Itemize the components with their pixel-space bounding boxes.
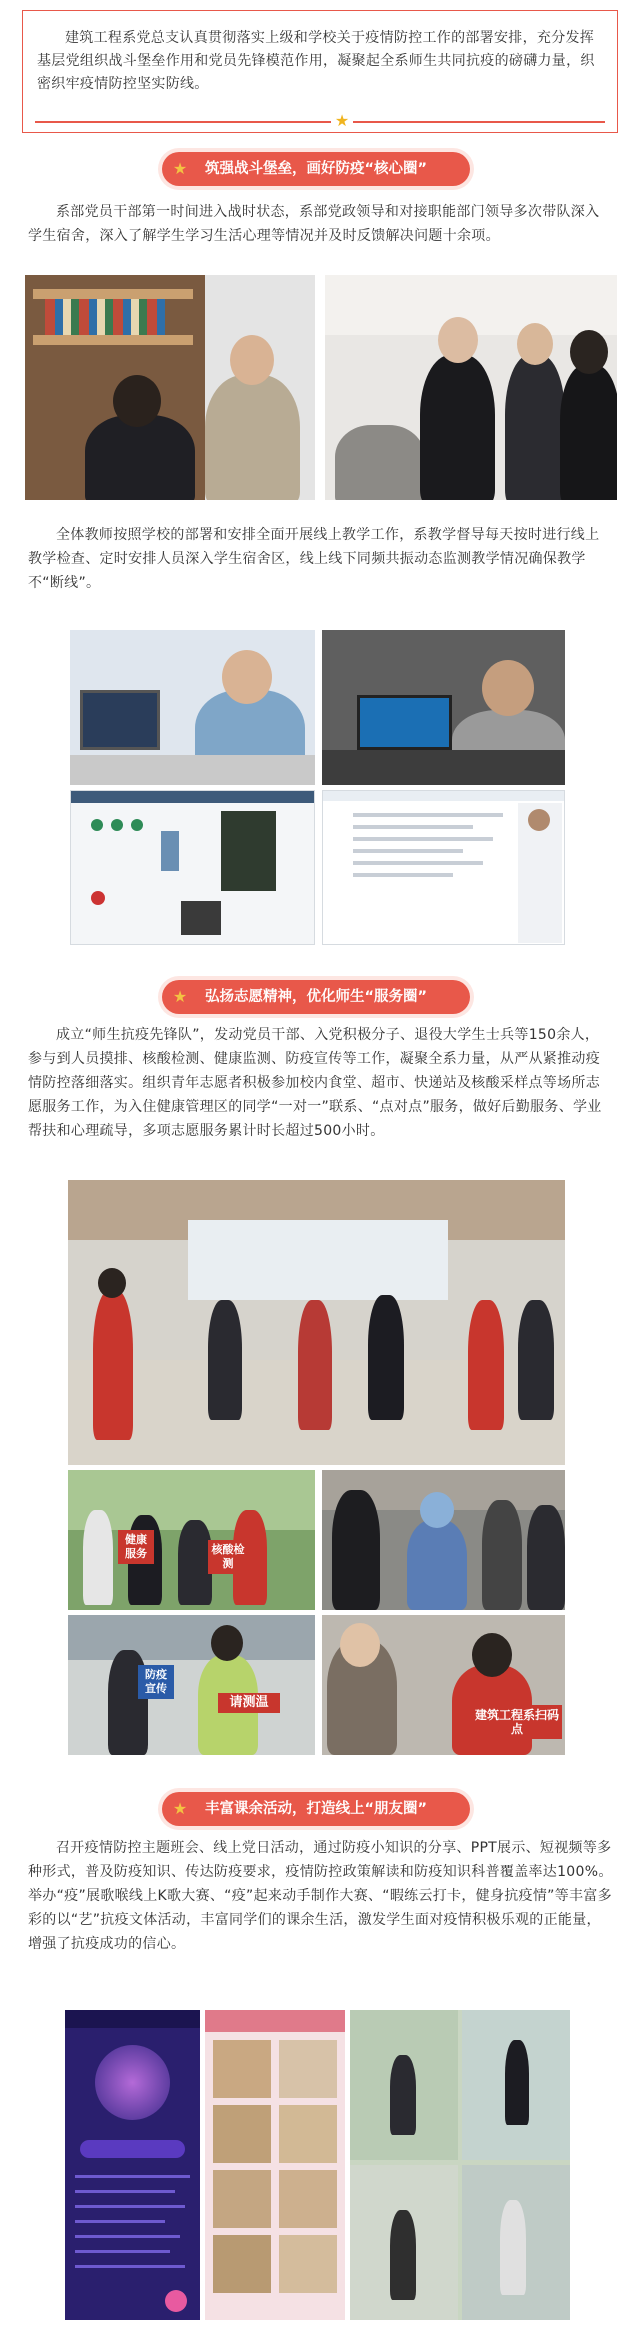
intro-box [22, 10, 618, 133]
photo-online-teaching-4 [322, 790, 565, 945]
section-heading-1-text: 筑强战斗堡垒，画好防疫“核心圈” [204, 161, 428, 177]
section-heading-2 [162, 980, 470, 1014]
volunteer-sign-5: 建筑工程系扫码点 [472, 1705, 562, 1739]
volunteer-sign-2: 核酸检测 [208, 1540, 248, 1574]
section-1-paragraph: 系部党员干部第一时间进入战时状态，系部党政领导和对接职能部门领导多次带队深入学生宿舍，深入了解学生学习生活心理等情况并及时反馈解决问题十余项。 [28, 204, 600, 244]
section-heading-2-text: 弘扬志愿精神，优化师生“服务圈” [204, 989, 428, 1005]
photo-volunteer-line [68, 1180, 565, 1465]
volunteer-sign-4: 请测温 [218, 1693, 280, 1713]
screenshot-k-song-contest [65, 2010, 200, 2320]
section-2-paragraph: 成立“师生抗疫先锋队”，发动党员干部、入党积极分子、退役大学生士兵等150余人，参与到人员摸排、核酸检测、健康监测、防疫宣传等工作，凝聚全系力量，从严从紧推动疫情防控落细落实。组织青年志愿者积极参加校内食堂、超市、快递站及核酸采样点等场所志愿服务工作，为入住健康管理区的同学“一对一”联系、“点对点”服务，做好后勤服务、学业帮扶和心理疏导，多项志愿服务累计时长超过500小时。 [28, 1027, 602, 1139]
section-heading-1 [162, 152, 470, 186]
photo-online-teaching-2 [322, 630, 565, 785]
star-icon: ★ [172, 1799, 188, 1818]
photo-dorm-visit-1 [25, 275, 315, 500]
volunteer-sign-1: 健康服务 [118, 1530, 154, 1564]
intro-divider [35, 121, 605, 123]
star-icon: ★ [172, 159, 188, 178]
photo-online-teaching-3 [70, 790, 315, 945]
star-icon: ★ [331, 112, 353, 130]
photo-temperature-check [68, 1615, 315, 1755]
photo-dorm-visit-2 [325, 275, 617, 500]
photo-fitness-checkin [350, 2010, 570, 2320]
photo-online-teaching-1 [70, 630, 315, 785]
volunteer-sign-3: 防疫宣传 [138, 1665, 174, 1699]
photo-scan-point [322, 1615, 565, 1755]
photo-volunteer-signs [68, 1470, 315, 1610]
photo-nucleic-test [322, 1470, 565, 1610]
star-icon: ★ [172, 987, 188, 1006]
section-3-paragraph: 召开疫情防控主题班会、线上党日活动，通过防疫小知识的分享、PPT展示、短视频等多种形式，普及防疫知识、传达防疫要求，疫情防控政策解读和防疫知识科普覆盖率达100%。举办“疫”展歌喉线上K歌大赛、“疫”起来动手制作大赛、“暇练云打卡，健身抗疫情”等丰富多彩的以“艺”抗疫文体活动，丰富同学们的课余生活，激发学生面对疫情积极乐观的正能量，增强了抗疫成功的信心。 [28, 1840, 613, 1952]
section-heading-3-text: 丰富课余活动，打造线上“朋友圈” [204, 1801, 428, 1817]
screenshot-handmade-contest [205, 2010, 345, 2320]
teaching-paragraph: 全体教师按照学校的部署和安排全面开展线上教学工作，系教学督导每天按时进行线上教学检查、定时安排人员深入学生宿舍区，线上线下同频共振动态监测教学情况确保教学不“断线”。 [28, 527, 600, 591]
intro-text: 建筑工程系党总支认真贯彻落实上级和学校关于疫情防控工作的部署安排，充分发挥基层党组织战斗堡垒作用和党员先锋模范作用，凝聚起全系师生共同抗疫的磅礴力量，织密织牢疫情防控坚实防线。 [37, 30, 595, 92]
section-heading-3 [162, 1792, 470, 1826]
